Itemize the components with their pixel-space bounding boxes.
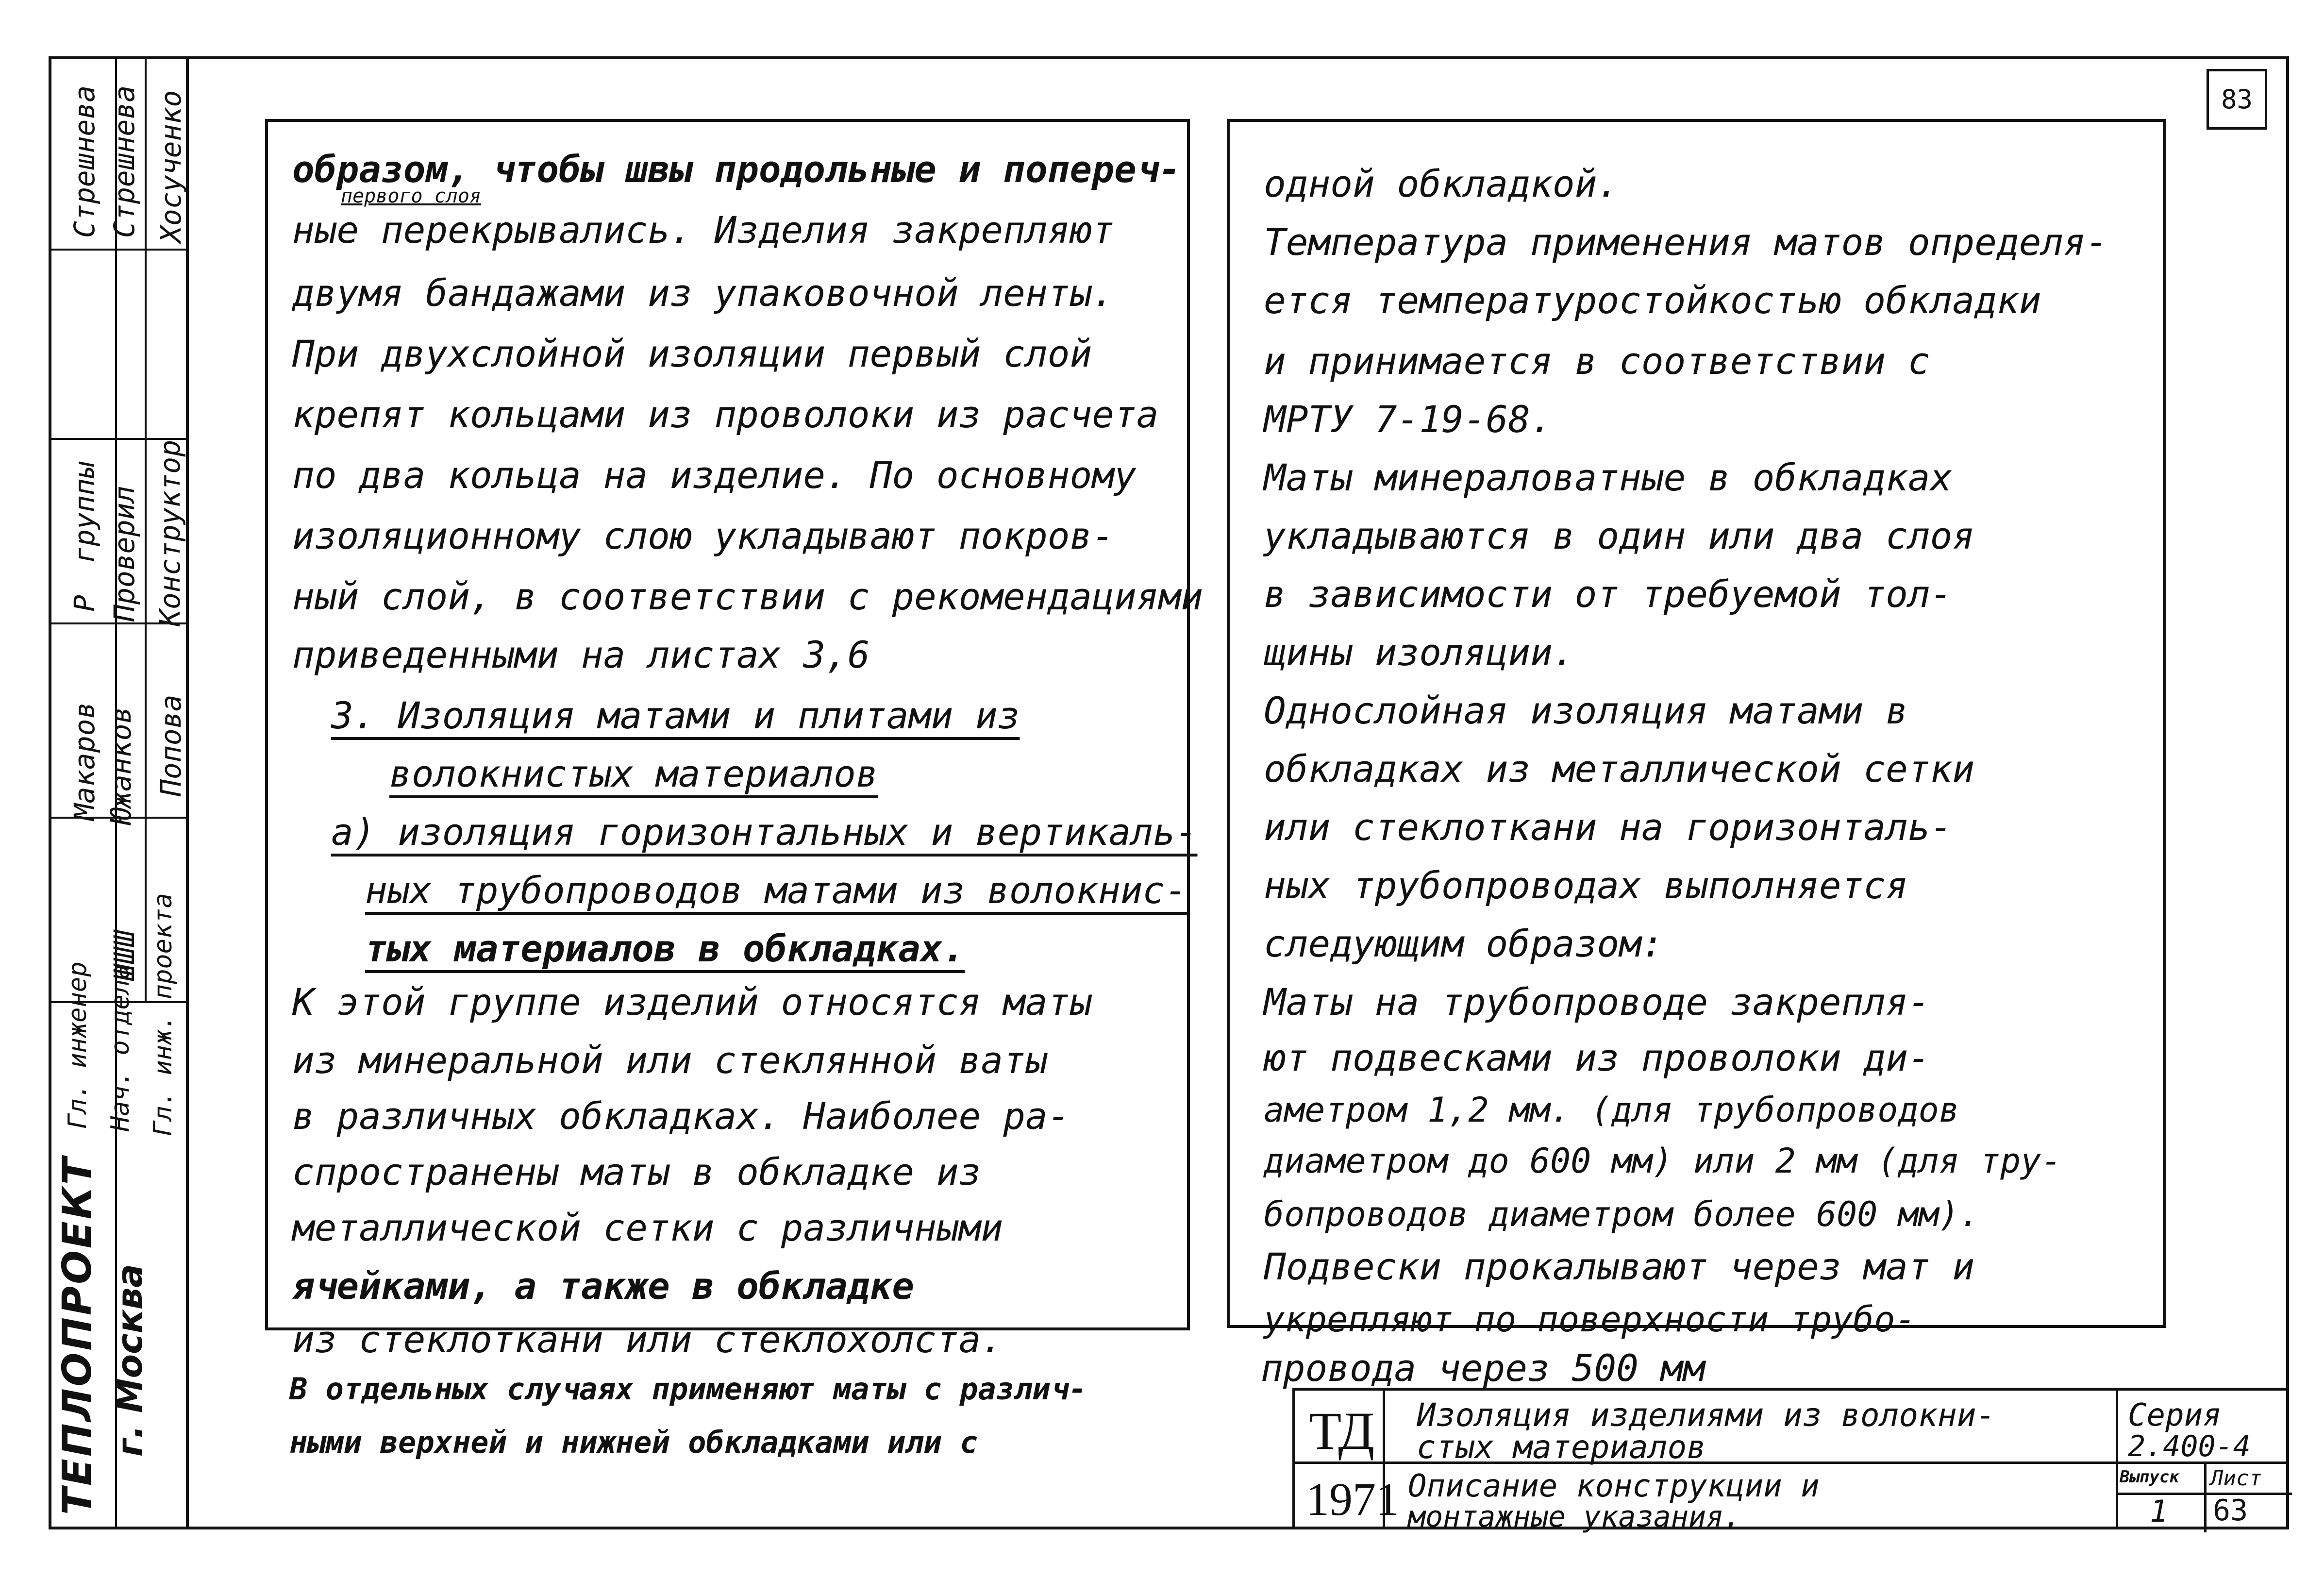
- right-line-3: ется температуростойкостью обкладки: [1264, 279, 2041, 322]
- label-designer: Конструктор: [153, 439, 186, 626]
- right-line-1: одной обкладкой.: [1264, 162, 1620, 205]
- left-line-22: В отдельных случаях применяют маты с различ-: [289, 1371, 1087, 1407]
- top-name-3: Хосученко: [154, 90, 187, 243]
- section-heading-2: волокнистых материалов: [389, 752, 878, 795]
- signature-yuzhankov: ШШШ: [108, 930, 141, 981]
- right-line-21: укрепляют по поверхности трубо-: [1264, 1299, 1916, 1340]
- sheet-label: Лист: [2210, 1466, 2262, 1491]
- title-line-2: стых материалов: [1417, 1428, 1706, 1466]
- right-line-9: щины изоляции.: [1264, 631, 1575, 674]
- name-popova: Попова: [154, 694, 187, 796]
- top-name-1: Стрешнева: [68, 85, 101, 238]
- sheet-value: 63: [2213, 1494, 2248, 1528]
- left-line-21: из стеклоткани или стеклохолста.: [292, 1318, 1003, 1361]
- left-line-16: из минеральной или стеклянной ваты: [292, 1039, 1048, 1082]
- left-line-23: ными верхней и нижней обкладками или с: [289, 1425, 978, 1460]
- right-line-14: следующим образом:: [1264, 922, 1664, 965]
- right-line-12: или стеклоткани на горизонталь-: [1264, 806, 1953, 849]
- right-line-17: аметром 1,2 мм. (для трубопроводов: [1264, 1090, 1959, 1130]
- left-text-box: [265, 119, 1203, 1361]
- title-line-1: Изоляция изделиями из волокни-: [1417, 1396, 1996, 1434]
- section-heading-1: 3. Изоляция матами и плитами из: [331, 694, 1020, 737]
- left-line-1: образом, чтобы швы продольные и попереч-: [292, 148, 1181, 191]
- title-code: ТД: [1309, 1401, 1375, 1461]
- right-line-19: бопроводов диаметром более 600 мм).: [1264, 1194, 1980, 1234]
- left-line-19: металлической сетки с различными: [292, 1206, 1003, 1249]
- right-line-20: Подвески прокалывают через мат и: [1264, 1245, 1975, 1288]
- subsection-heading-3: тых материалов в обкладках.: [365, 927, 965, 970]
- label-r: Р: [68, 595, 101, 612]
- right-line-15: Маты на трубопроводе закрепля-: [1264, 980, 1930, 1024]
- right-line-16: ют подвесками из проволоки ди-: [1264, 1036, 1930, 1079]
- role-chief-engineer: Гл. инженер: [63, 961, 92, 1129]
- left-line-9: приведенными на листах 3,6: [292, 633, 870, 676]
- description-line-2: монтажные указания.: [1408, 1500, 1741, 1534]
- right-line-18: диаметром до 600 мм) или 2 мм (для тру-: [1264, 1141, 2062, 1181]
- name-yuzhankov: Южанков: [104, 706, 137, 825]
- subsection-heading-2: ных трубопроводов матами из волокнис-: [365, 869, 1187, 912]
- description-line-1: Описание конструкции и: [1408, 1468, 1820, 1504]
- left-line-5: крепят кольцами из проволоки из расчета: [292, 393, 1159, 436]
- right-line-4: и принимается в соответствии с: [1264, 339, 1930, 383]
- subsection-heading-1: а) изоляция горизонтальных и вертикаль-: [331, 810, 1198, 854]
- left-line-3: двумя бандажами из упаковочной ленты.: [292, 271, 1114, 315]
- role-head-department: Нач. отдела: [106, 964, 135, 1131]
- issue-label: Выпуск: [2120, 1467, 2179, 1487]
- right-line-7: укладываются в один или два слоя: [1264, 514, 1975, 557]
- right-line-8: в зависимости от требуемой тол-: [1264, 572, 1953, 616]
- left-line-20: ячейками, а также в обкладке: [292, 1264, 915, 1308]
- right-line-5: МРТУ 7-19-68.: [1264, 398, 1553, 441]
- right-line-2: Температура применения матов определя-: [1264, 220, 2108, 264]
- right-line-10: Однослойная изоляция матами в: [1264, 689, 1908, 732]
- left-line-18: спространены маты в обкладке из: [292, 1150, 981, 1193]
- series-label: Серия: [2128, 1397, 2222, 1433]
- left-line-4: При двухслойной изоляции первый слой: [292, 332, 1092, 375]
- right-line-11: обкладках из металлической сетки: [1264, 747, 1975, 790]
- left-line-15: К этой группе изделий относятся маты: [292, 980, 1092, 1024]
- left-line-6: по два кольца на изделие. По основному: [292, 454, 1137, 497]
- left-line-8: ный слой, в соответствии с рекомендациями: [292, 575, 1203, 618]
- name-makarov: Макаров: [68, 702, 101, 821]
- top-name-2: Стрешнева: [108, 85, 141, 238]
- issue-value: 1: [2150, 1494, 2168, 1529]
- page-number: 83: [2207, 69, 2267, 130]
- organization-name: ТЕПЛОПРОЕКТ: [54, 1156, 100, 1515]
- right-line-6: Маты минераловатные в обкладках: [1264, 456, 1953, 499]
- label-checked: Проверил: [108, 486, 141, 622]
- left-line-7: изоляционному слою укладывают покров-: [292, 514, 1114, 557]
- series-value: 2.400-4: [2128, 1429, 2251, 1463]
- title-block: [1292, 1388, 2289, 1534]
- inserted-note: первого слоя: [341, 185, 481, 207]
- right-line-22: провода через 500 мм: [1261, 1346, 1705, 1390]
- title-year: 1971: [1306, 1473, 1399, 1525]
- organization-city: г. Москва: [109, 1264, 150, 1457]
- right-text-box: [1227, 119, 2166, 1340]
- role-chief-project-engineer: Гл. инж. проекта: [149, 893, 178, 1136]
- left-line-2: ные перекрывались. Изделия закрепляют: [292, 208, 1114, 252]
- label-groups: группы: [68, 461, 101, 563]
- left-line-17: в различных обкладках. Наиболее ра-: [292, 1094, 1070, 1138]
- right-line-13: ных трубопроводах выполняется: [1264, 864, 1908, 907]
